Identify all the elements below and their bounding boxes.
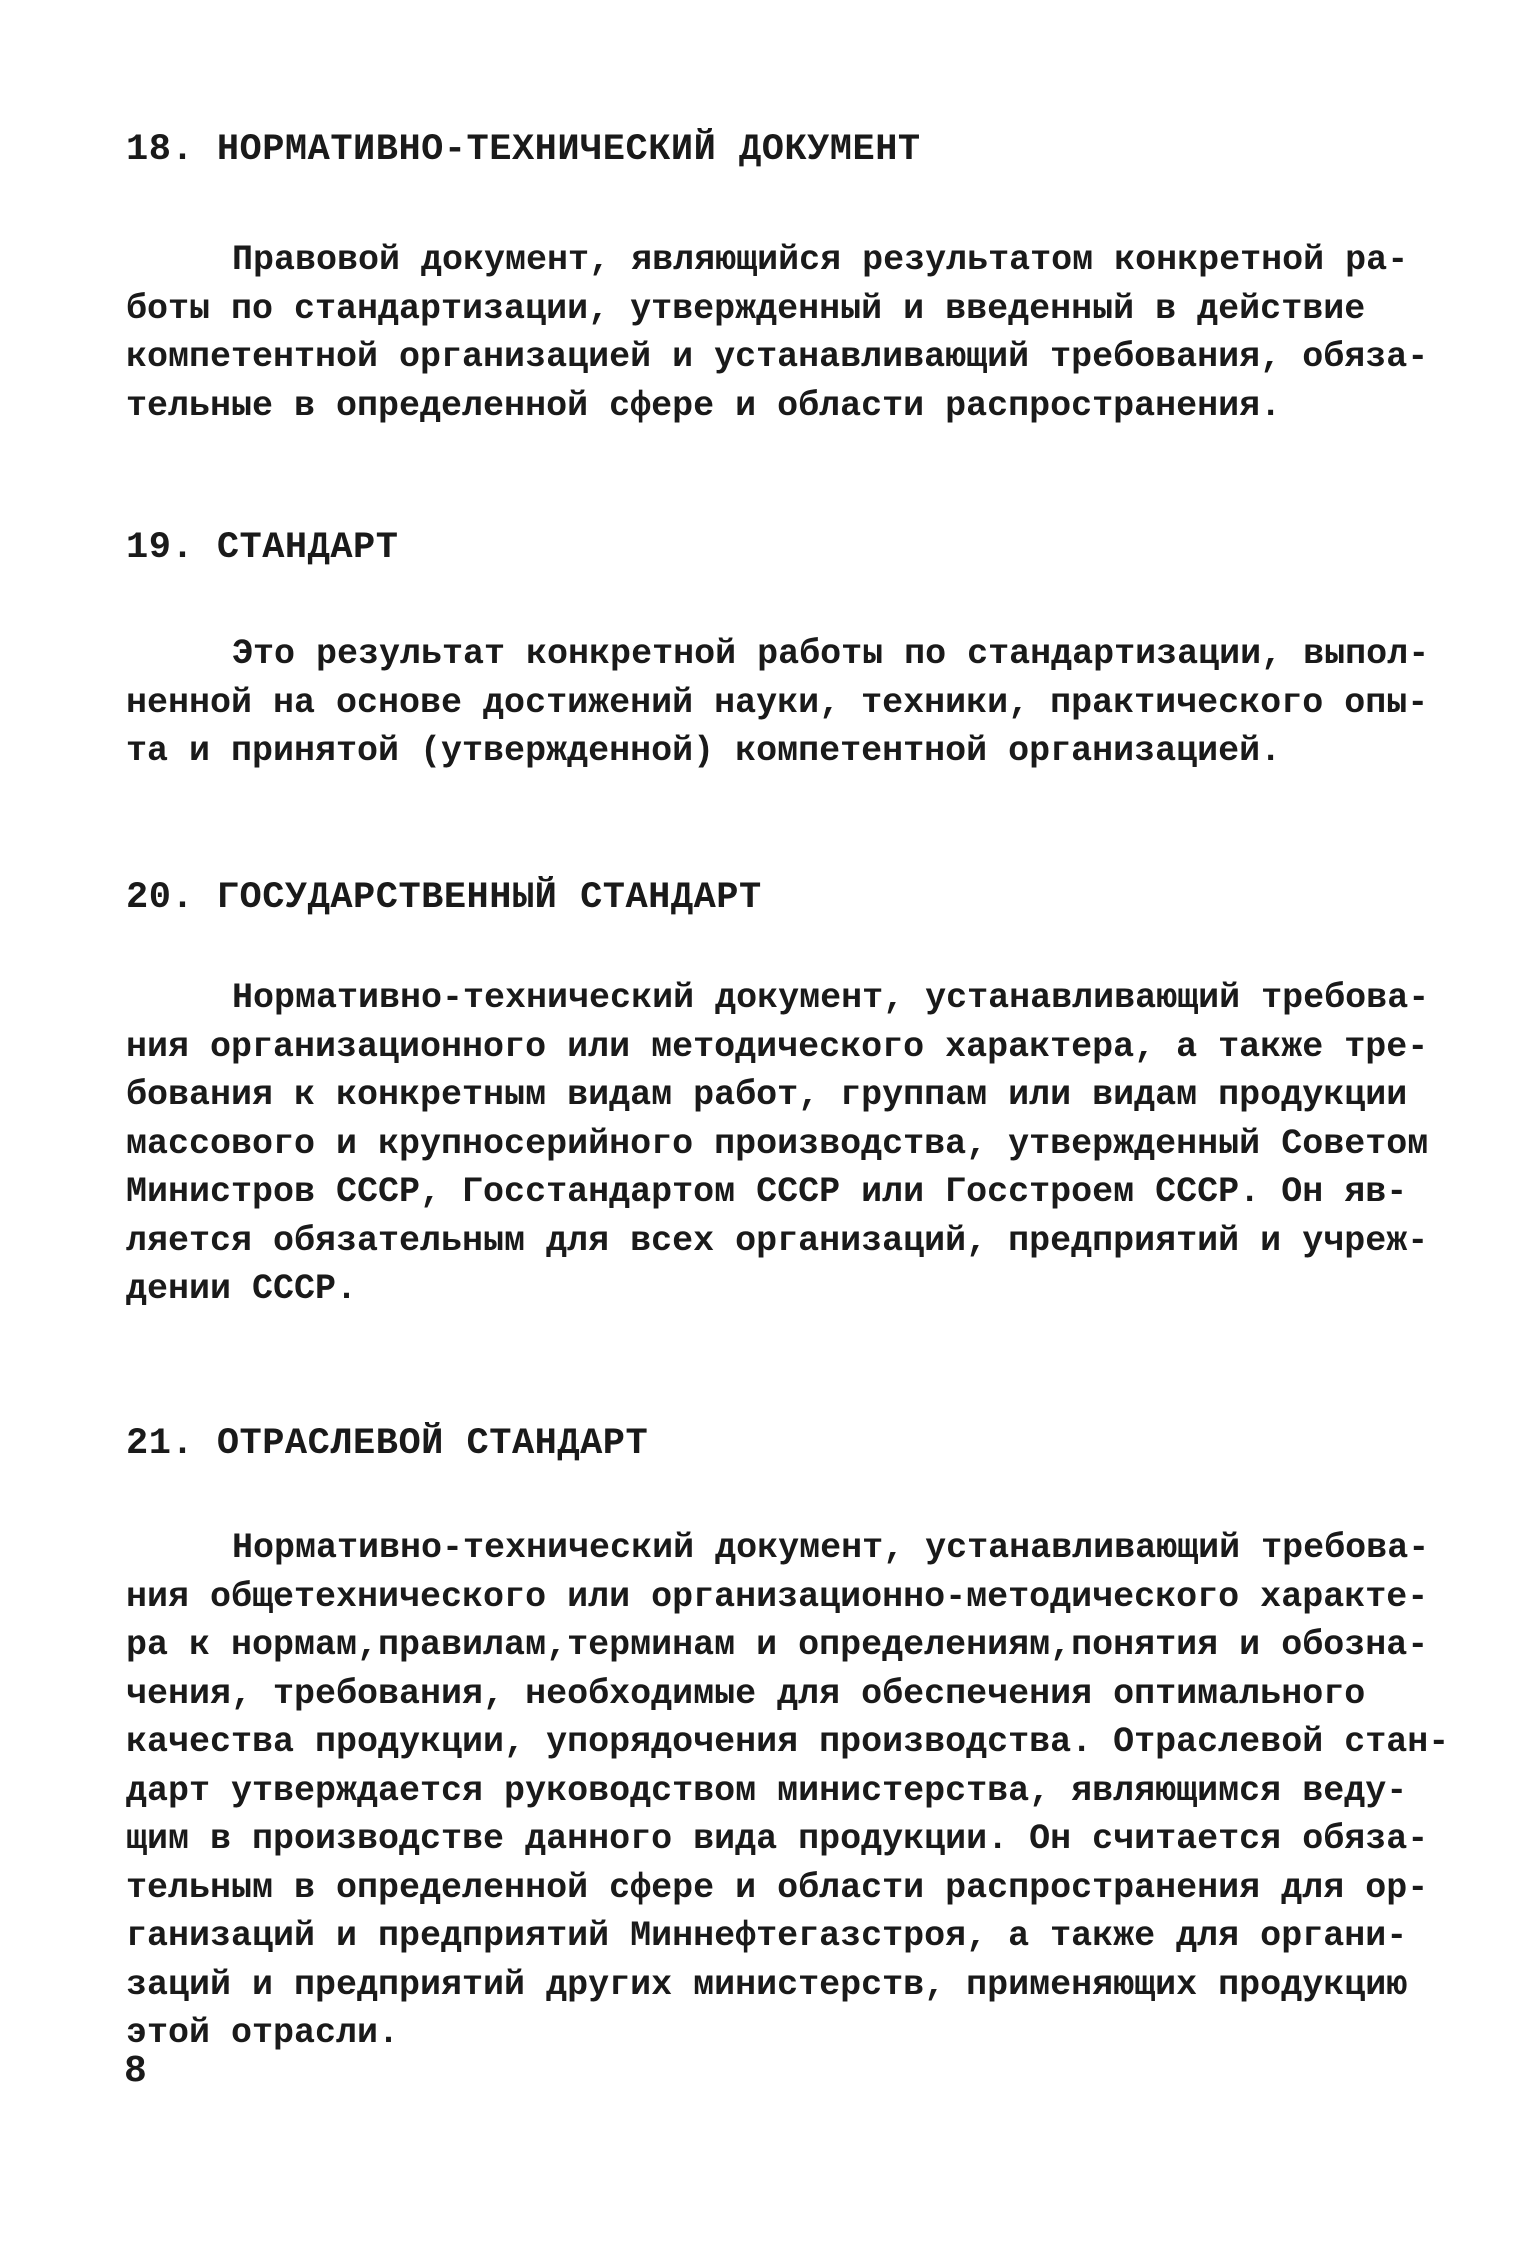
paragraph-line: дении СССР. <box>126 1269 358 1309</box>
paragraph-line: Министров СССР, Госстандартом СССР или Госстроем СССР. Он яв- <box>126 1172 1408 1212</box>
paragraph-line: массового и крупносерийного производства, утвержденный Советом <box>126 1123 1429 1164</box>
paragraph-line: Нормативно-технический документ, устанавливающий требова- <box>232 1528 1430 1568</box>
paragraph-line: ненной на основе достижений науки, техники, практического опы- <box>126 682 1429 723</box>
paragraph-line: ния общетехнического или организационно-методического характе- <box>126 1576 1429 1617</box>
section-18-paragraph <box>126 236 1429 430</box>
paragraph-line: этой отрасли. <box>126 2013 400 2053</box>
paragraph-line: заций и предприятий других министерств, применяющих продукцию <box>126 1964 1408 2005</box>
paragraph-line: ния организационного или методического характера, а также тре- <box>126 1026 1429 1067</box>
paragraph-line: качества продукции, упорядочения производства. Отраслевой стан- <box>126 1722 1450 1762</box>
section-20-paragraph <box>126 974 1430 1314</box>
page-number: 8 <box>124 2050 147 2093</box>
section-21-paragraph <box>126 1524 1450 2058</box>
paragraph-line: Это результат конкретной работы по стандартизации, выпол- <box>232 634 1430 674</box>
paragraph-line: компетентной организацией и устанавливающий требования, обяза- <box>126 337 1429 377</box>
paragraph-line: та и принятой (утвержденной) компетентной организацией. <box>126 731 1282 771</box>
section-19-paragraph <box>126 630 1430 776</box>
section-20-heading: 20. ГОСУДАРСТВЕННЫЙ СТАНДАРТ <box>126 877 762 919</box>
paragraph-line: щим в производстве данного вида продукции. Он считается обяза- <box>126 1819 1429 1859</box>
paragraph-line: боты по стандартизации, утвержденный и введенный в действие <box>126 288 1366 329</box>
paragraph-line: ганизаций и предприятий Миннефтегазстроя, а также для органи- <box>126 1916 1408 1956</box>
paragraph-line: бования к конкретным видам работ, группам или видам продукции <box>126 1075 1408 1115</box>
paragraph-line: Правовой документ, являющийся результатом конкретной ра- <box>232 240 1409 280</box>
paragraph-line: тельные в определенной сфере и области распространения. <box>126 385 1282 426</box>
paragraph-line: чения, требования, необходимые для обеспечения оптимального <box>126 1673 1366 1714</box>
paragraph-line: тельным в определенной сфере и области распространения для ор- <box>126 1867 1429 1908</box>
section-19-heading: 19. СТАНДАРТ <box>126 527 399 569</box>
paragraph-line: ра к нормам,правилам,терминам и определениям,понятия и обозна- <box>126 1625 1429 1665</box>
section-21-heading: 21. ОТРАСЛЕВОЙ СТАНДАРТ <box>126 1423 649 1465</box>
paragraph-line: ляется обязательным для всех организаций, предприятий и учреж- <box>126 1220 1429 1261</box>
paragraph-line: дарт утверждается руководством министерства, являющимся веду- <box>126 1770 1408 1811</box>
paragraph-line: Нормативно-технический документ, устанавливающий требова- <box>232 978 1430 1018</box>
section-18-heading: 18. НОРМАТИВНО-ТЕХНИЧЕСКИЙ ДОКУМЕНТ <box>126 129 921 171</box>
